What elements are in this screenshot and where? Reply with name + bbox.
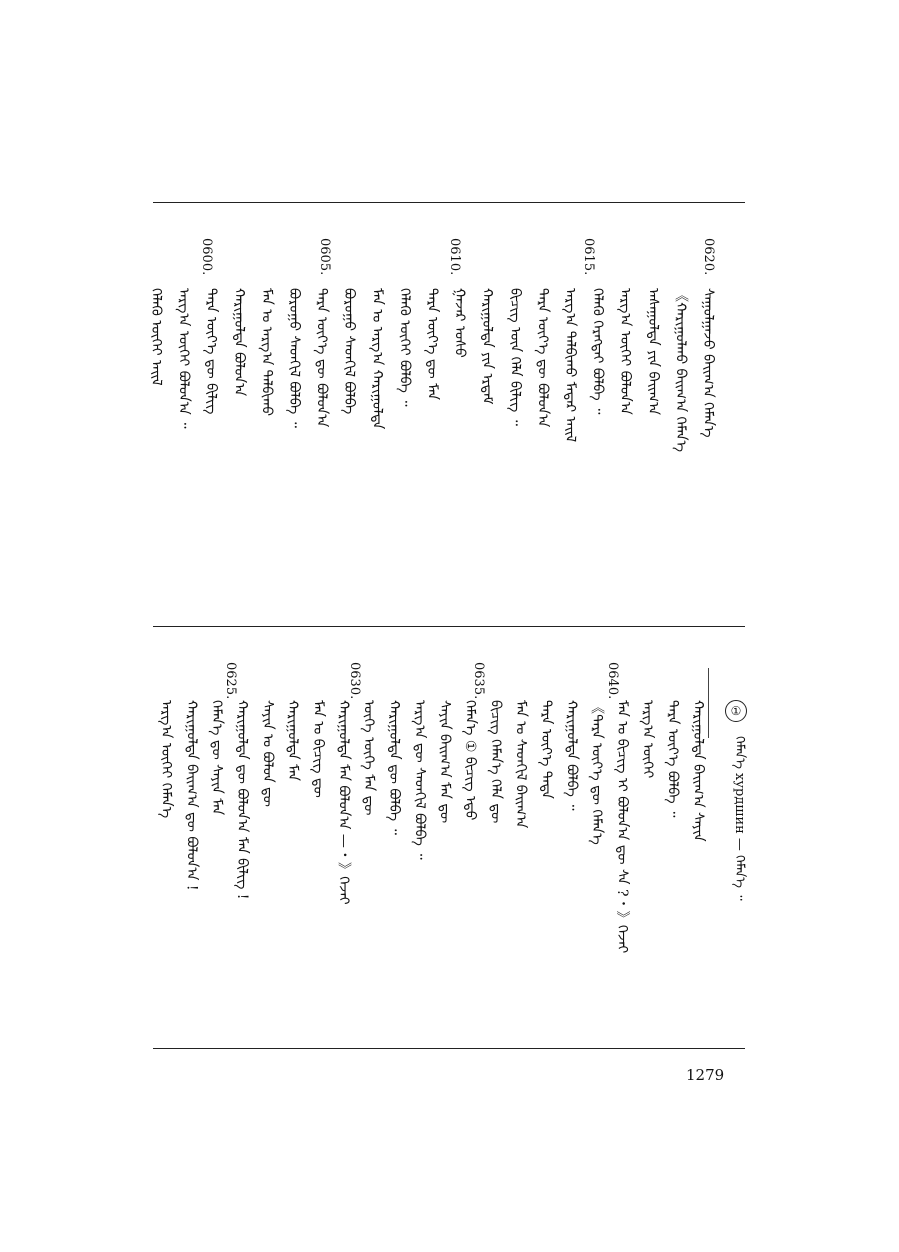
middle-rule bbox=[153, 626, 745, 627]
line-number: 0620. bbox=[701, 238, 716, 276]
text-column: ᠬᠡᠮᠡᠨ᠎ᠡ ᠳᠦ ᠰᠠᠶᠢᠨ ᠮᠠᠨ bbox=[208, 700, 225, 816]
text-column: ᠬᠡᠮᠡᠨ᠎ᠡ ① ᠪᠢᠴᠢᠭ ᠡᠳᠦ bbox=[462, 700, 478, 821]
footnote-text: ᠬᠡᠮᠡᠨ᠎ᠡ хурдшин — ᠬᠡᠮᠡᠨ᠎ᠡ ᠃ bbox=[732, 736, 747, 901]
text-column: ᠪᠤᠷᠤᠭᠤ ᠰᠡᠳᠬᠢᠯ ᠪᠣᠯᠪᠠ bbox=[341, 288, 358, 415]
text-column: ᠬᠠᠷᠢᠭᠤᠯᠲᠠ ᠪᠣᠯᠪᠠ ᠃ bbox=[563, 700, 580, 811]
line-number: 0625. bbox=[223, 662, 238, 700]
text-column: ᠬᠠᠷᠢᠭᠤᠯᠲᠠ ᠮᠠᠨ bbox=[284, 700, 301, 781]
text-column: ᠰᠠᠶᠢᠨ ᠪᠠᠢᠭ᠎ᠠ ᠮᠠᠨ ᠳᠦ bbox=[436, 700, 453, 824]
line-number: 0605. bbox=[317, 238, 332, 276]
text-column: ᠲᠡᠷᠡ ᠦᠶ᠎ᠡ ᠳᠦ ᠪᠢᠯᠢᠭ bbox=[203, 288, 220, 415]
text-column: ᠮᠠᠨ ᠤ ᠪᠢᠴᠢᠭ ᠢ ᠪᠣᠯᠤᠨ᠎ᠠ ᠳᠦ ᠰᠡ ?・》ᠭᠡᠵᠡᠢ bbox=[614, 700, 630, 954]
text-column: ᠠᠷᠭ᠎ᠠ ᠲᠠᠯᠪᠢᠬᠤ ᠮᠠᠲᠠᠷ ᠠᠢᠯ bbox=[562, 288, 578, 443]
text-column: ᠲᠡᠷᠡ ᠦᠶ᠎ᠡ ᠪᠣᠯᠪᠠ ᠃ bbox=[664, 700, 681, 818]
text-column: ᠦᠭᠡ ᠦᠭᠡ ᠮᠠᠨ ᠳᠦ bbox=[360, 700, 377, 816]
text-column: ᠠᠷᠭ᠎ᠠ ᠦᠭᠡᠢ bbox=[639, 700, 656, 779]
line-number: 0600. bbox=[199, 238, 214, 276]
line-number: 0630. bbox=[347, 662, 362, 700]
line-number: 0635. bbox=[471, 662, 486, 700]
text-column: ᠠᠷᠭ᠎ᠠ ᠦᠭᠡᠢ ᠪᠣᠯᠤᠨ᠎ᠠ ᠃ bbox=[175, 288, 192, 429]
text-column: ᠲᠡᠷᠡ ᠦᠶ᠎ᠡ ᠳᠦ ᠪᠣᠯᠤᠨ᠎ᠠ bbox=[313, 288, 330, 428]
line-number: 0640. bbox=[605, 662, 620, 700]
text-column: ᠬᠡᠯᠡᠬᠦ ᠬᠡᠷᠡᠭᠲᠡᠢ ᠪᠣᠯᠪᠠ ᠃ bbox=[589, 288, 606, 415]
text-column: ᠠᠷᠭ᠎ᠠ ᠳᠦ ᠰᠡᠳᠬᠢᠯ ᠪᠣᠯᠪᠠ ᠃ bbox=[411, 700, 428, 860]
text-column: ᠭᠠᠵᠠᠷ ᠤᠰᠤ bbox=[451, 288, 468, 358]
text-column: ᠠᠷᠭ᠎ᠠ ᠦᠭᠡᠢ ᠪᠣᠯᠤᠨ᠎ᠠ bbox=[617, 288, 634, 415]
line-number: 0615. bbox=[581, 238, 596, 276]
text-column: ᠠᠰᠠᠭᠤᠯᠲᠠ ᠶᠢᠨ ᠪᠠᠢᠭ᠎ᠠ bbox=[644, 288, 661, 415]
text-column: ᠬᠠᠷᠢᠭᠤᠯᠲᠠ ᠪᠠᠢᠭ᠎ᠠ ᠳᠦ ᠪᠣᠯᠤᠨ᠎ᠠ ! bbox=[183, 700, 200, 891]
text-column: ᠬᠠᠷᠢᠭᠤᠯᠲᠠ ᠮᠠᠨ ᠪᠣᠯᠤᠨ᠎ᠠ —・》ᠭᠡᠵᠡᠢ bbox=[335, 700, 352, 905]
footnote-separator bbox=[708, 668, 709, 738]
footnote-marker: ① bbox=[725, 700, 747, 722]
text-column: ᠲᠡᠷᠡ ᠦᠶ᠎ᠡ ᠳᠦ ᠮᠠᠨ bbox=[424, 288, 440, 400]
text-column: ᠮᠠᠨ ᠤ ᠠᠷᠭ᠎ᠠ ᠲᠠᠯᠪᠢᠬᠤ bbox=[258, 288, 275, 417]
text-column: ᠰᠠᠶᠢᠨ ᠤ ᠪᠣᠯᠤᠨ ᠳᠦ bbox=[259, 700, 276, 807]
text-column: ᠬᠡᠯᠡᠬᠦ ᠦᠭᠡᠢ ᠠᠢᠯ bbox=[148, 288, 164, 386]
text-column: ᠪᠤᠷᠤᠭᠤ ᠰᠡᠳᠬᠢᠯ ᠪᠣᠯᠪᠠ ᠃ bbox=[286, 288, 302, 428]
text-column: ᠮᠠᠨ ᠤ ᠰᠡᠳᠬᠢᠯ ᠪᠠᠢᠭ᠎ᠠ bbox=[512, 700, 529, 829]
text-column: ᠬᠡᠯᠡᠬᠦ ᠦᠭᠡᠢ ᠪᠣᠯᠪᠠ ᠃ bbox=[396, 288, 413, 407]
text-column: ᠠᠷᠭ᠎ᠠ ᠦᠭᠡᠢ ᠬᠡᠮᠡᠨ᠎ᠡ bbox=[158, 700, 174, 819]
page-number: 1279 bbox=[686, 1066, 725, 1084]
line-number: 0610. bbox=[447, 238, 462, 276]
text-column: ᠰᠠᠭᠤᠯᠭᠠᠵᠤ ᠪᠠᠢᠭ᠎ᠠ ᠬᠡᠮᠡᠨ᠎ᠡ bbox=[700, 288, 716, 438]
bottom-rule bbox=[153, 1048, 745, 1049]
top-rule bbox=[153, 202, 745, 203]
text-column: ᠪᠢᠴᠢᠭ ᠦᠨ ᠬᠡᠯᠡ ᠪᠢᠯᠢᠭ ᠃ bbox=[506, 288, 523, 426]
text-column: ᠬᠠᠷᠢᠭᠤᠯᠲᠠ ᠳᠦ ᠪᠣᠯᠪᠠ ᠃ bbox=[386, 700, 402, 835]
text-column: ᠬᠠᠷᠢᠭᠤᠯᠲᠠ ᠶᠢᠨ ᠡᠷᠳᠡᠮ bbox=[479, 288, 496, 405]
text-column: 《ᠲᠡᠷᠡ ᠦᠶ᠎ᠡ ᠳᠦ ᠬᠡᠮᠡᠨ᠎ᠡ bbox=[588, 700, 605, 845]
text-column: ᠪᠢᠴᠢᠭ ᠬᠡᠮᠡᠨ᠎ᠡ ᠬᠡᠯᠡ ᠳᠦ bbox=[487, 700, 504, 824]
text-column: ᠬᠠᠷᠢᠭᠤᠯᠲᠠ ᠪᠣᠯᠤᠨ᠎ᠠ bbox=[230, 288, 247, 397]
text-column: ᠬᠠᠷᠢᠭᠤᠯᠲᠠ ᠳᠦ ᠪᠣᠯᠤᠨ᠎ᠠ ᠮᠠᠨ ᠪᠢᠯᠢᠭ ! bbox=[234, 700, 250, 900]
text-column: ᠮᠠᠨ ᠤ ᠠᠷᠭ᠎ᠠ ᠬᠠᠷᠢᠭᠤᠯᠲᠠ bbox=[368, 288, 385, 430]
text-column: ᠬᠠᠷᠢᠭᠤᠯᠲᠠ ᠪᠠᠢᠭ᠎ᠠ ᠰᠠᠶᠢᠨ bbox=[690, 700, 706, 842]
text-column: 《ᠬᠠᠷᠢᠭᠤᠯᠬᠤ ᠪᠠᠢᠭ᠎ᠠ ᠬᠡᠮᠡᠨ᠎ᠡ bbox=[672, 288, 689, 452]
text-column: ᠲᠡᠷᠡ ᠦᠶ᠎ᠡ ᠲᠡᠳᠡ bbox=[538, 700, 554, 799]
text-column: ᠮᠠᠨ ᠤ ᠪᠢᠴᠢᠭ ᠳᠦ bbox=[310, 700, 326, 798]
text-column: ᠲᠡᠷᠡ ᠦᠶ᠎ᠡ ᠳᠦ ᠪᠣᠯᠤᠨ᠎ᠠ bbox=[534, 288, 551, 428]
